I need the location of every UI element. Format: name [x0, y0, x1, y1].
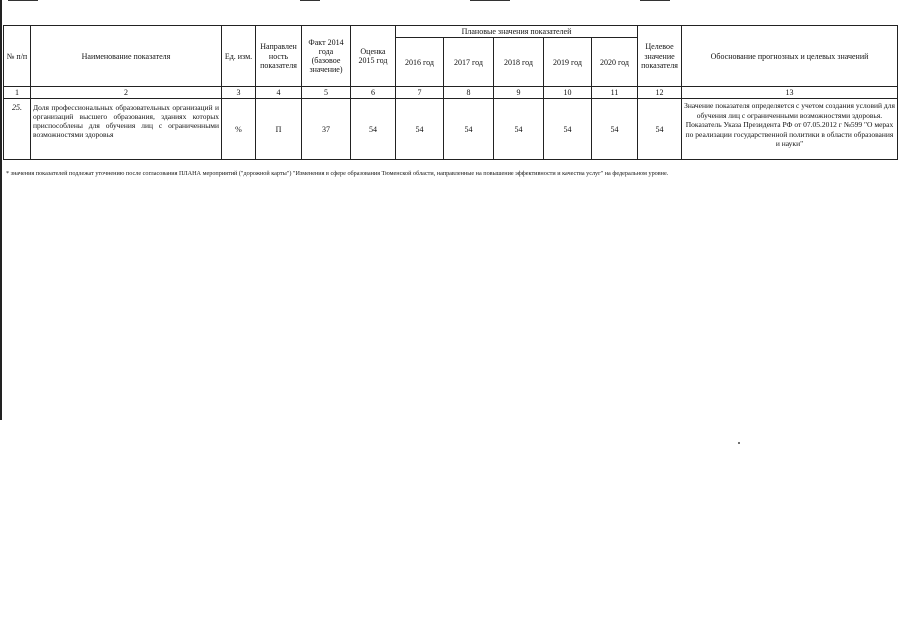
column-number: 7: [396, 87, 444, 99]
column-number: 5: [302, 87, 351, 99]
header-year-2020: 2020 год: [592, 38, 638, 87]
column-number: 6: [351, 87, 396, 99]
indicator-direction: П: [256, 99, 302, 160]
column-number: 13: [682, 87, 898, 99]
scan-left-edge: [0, 0, 2, 420]
column-number: 2: [31, 87, 222, 99]
scan-top-edge-marks: [0, 0, 905, 4]
scan-speck: [738, 442, 740, 444]
header-fact-2014: Факт 2014 года (базовое значение): [302, 26, 351, 87]
indicator-unit: %: [222, 99, 256, 160]
indicator-value-2020: 54: [592, 99, 638, 160]
header-target: Целевое значение показателя: [638, 26, 682, 87]
header-year-2019: 2019 год: [544, 38, 592, 87]
header-direction: Направлен ность показателя: [256, 26, 302, 87]
column-number: 3: [222, 87, 256, 99]
header-num: № п/п: [4, 26, 31, 87]
indicator-fact-2014: 37: [302, 99, 351, 160]
indicator-value-2017: 54: [444, 99, 494, 160]
column-number: 10: [544, 87, 592, 99]
column-number: 12: [638, 87, 682, 99]
header-name: Наименование показателя: [31, 26, 222, 87]
table-row: [4, 99, 898, 160]
indicator-estimate-2015: 54: [351, 99, 396, 160]
column-number: 9: [494, 87, 544, 99]
header-year-2017: 2017 год: [444, 38, 494, 87]
indicator-value-2019: 54: [544, 99, 592, 160]
column-number: 8: [444, 87, 494, 99]
column-number: 11: [592, 87, 638, 99]
header-planned-group: Плановые значения показателей: [396, 26, 638, 38]
row-number: 25.: [4, 99, 31, 160]
indicator-name: Доля профессиональных образовательных организаций и организаций высшего образования, зданиях которых приспособлены для обучения лиц с ограниченными возможностями здоровья: [31, 99, 222, 160]
column-number: 1: [4, 87, 31, 99]
indicators-table: [3, 25, 898, 160]
header-estimate-2015: Оценка 2015 год: [351, 26, 396, 87]
column-number: 4: [256, 87, 302, 99]
header-year-2018: 2018 год: [494, 38, 544, 87]
indicator-value-2016: 54: [396, 99, 444, 160]
indicator-value-2018: 54: [494, 99, 544, 160]
header-unit: Ед. изм.: [222, 26, 256, 87]
indicator-target: 54: [638, 99, 682, 160]
header-justification: Обоснование прогнозных и целевых значений: [682, 26, 898, 87]
header-year-2016: 2016 год: [396, 38, 444, 87]
indicator-justification: Значение показателя определяется с учетом создания условий для обучения лиц с ограниченными возможностями здоровья. Показатель Указа Президента РФ от 07.05.2012 г №599 "О мерах по реализации государственной политики в области образования и науки": [682, 99, 898, 160]
footnote: * значения показателей подлежат уточнению после согласования ПЛАНА мероприятий ("дорожной карты") "Изменения в сфере образования Тюменской области, направленные на повышение эффективности и качества услуг" на федеральном уровне.: [6, 170, 669, 177]
